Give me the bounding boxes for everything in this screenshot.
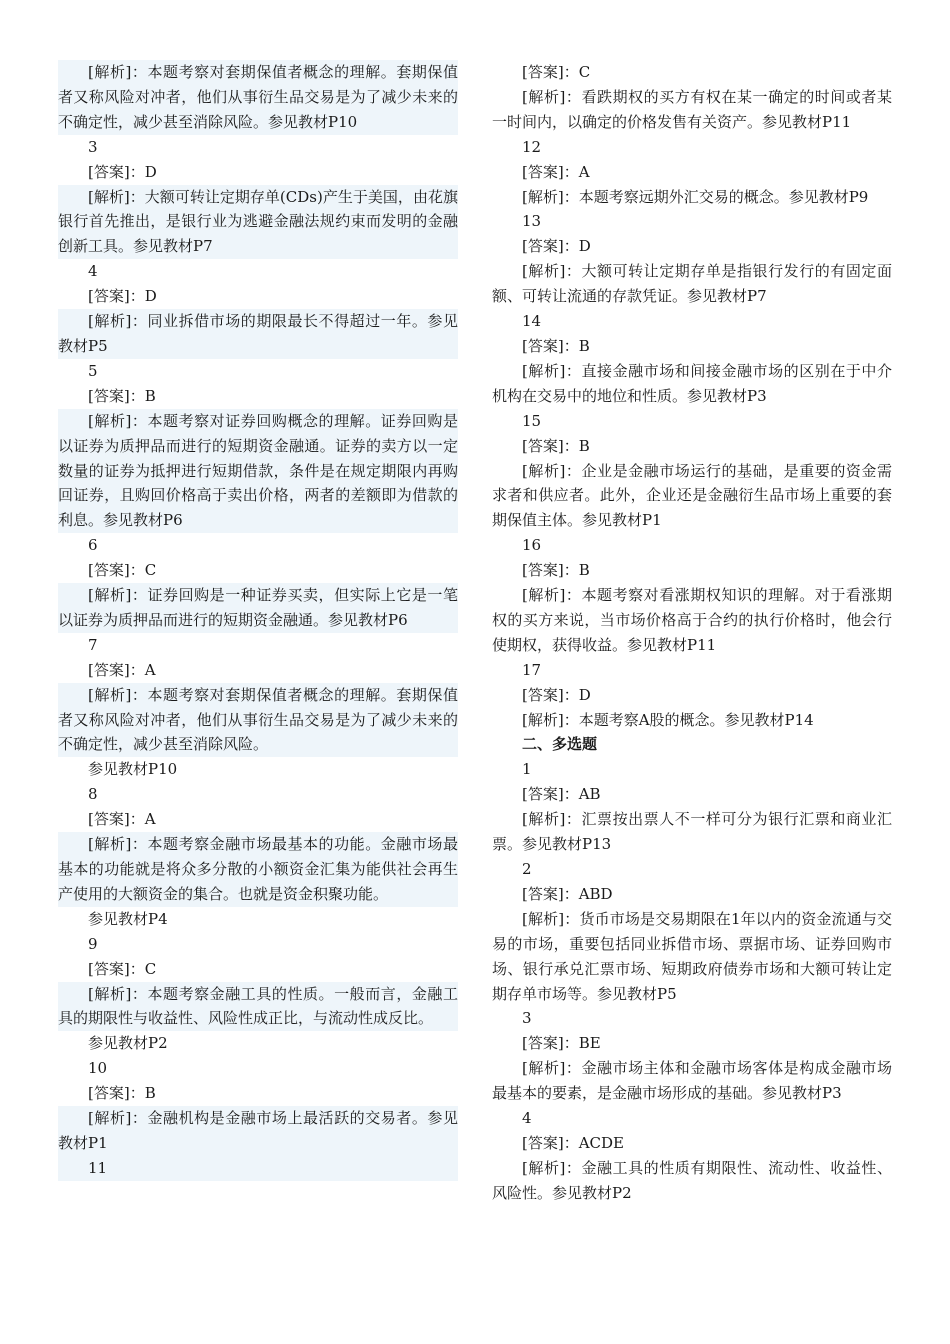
answer-line: [答案]：B (522, 336, 590, 355)
explanation-block: [解析]：证券回购是一种证券买卖，但实际上它是一笔以证券为质押品而进行的短期资金融通。参见教材P6 (58, 583, 458, 633)
question-number: 7 (88, 635, 98, 654)
answer-line: [答案]：C (88, 561, 157, 580)
answer-line: [答案]：D (88, 287, 157, 306)
answer-line: [答案]：D (522, 237, 591, 256)
explanation-block: [解析]：本题考察对套期保值者概念的理解。套期保值者又称风险对冲者，他们从事衍生品交易是为了减少未来的不确定性，减少甚至消除风险。 (58, 683, 458, 758)
answer-line: [答案]：C (88, 959, 157, 978)
question-number: 4 (88, 262, 98, 281)
answer-line: [答案]：A (88, 810, 156, 829)
text-block: [解析]：本题考察对套期保值者概念的理解。套期保值者又称风险对冲者，他们从事衍生品交易是为了减少未来的不确定性，减少甚至消除风险。参见教材P10 (58, 60, 458, 135)
answer-line: [答案]：B (522, 561, 590, 580)
explanation-block: [解析]：货币市场是交易期限在1年以内的资金流通与交易的市场，重要包括同业拆借市场、票据市场、证券回购市场、银行承兑汇票市场、短期政府债券市场和大额可转让定期存单市场等。参见教材P5 (492, 909, 892, 1003)
section-heading: 二、多选题 (522, 735, 598, 754)
answer-line: [答案]：A (88, 660, 156, 679)
reference-line: 参见教材P2 (88, 1034, 168, 1053)
question-number: 15 (522, 411, 542, 430)
explanation-block: [解析]：直接金融市场和间接金融市场的区别在于中介机构在交易中的地位和性质。参见教材P3 (492, 361, 892, 405)
explanation-block: [解析]：本题考察对看涨期权知识的理解。对于看涨期权的买方来说，当市场价格高于合约的执行价格时，他会行使期权，获得收益。参见教材P11 (492, 586, 892, 654)
answer-line: [答案]：D (522, 685, 591, 704)
answer-line: [答案]：ACDE (522, 1133, 624, 1152)
question-number: 3 (522, 1009, 532, 1028)
answer-line: [答案]：BE (522, 1034, 601, 1053)
question-number: 3 (88, 137, 98, 156)
explanation-block: [解析]：金融工具的性质有期限性、流动性、收益性、风险性。参见教材P2 (492, 1158, 892, 1202)
answer-line: [答案]：A (522, 162, 590, 181)
question-number: 10 (88, 1059, 108, 1078)
question-number: 5 (88, 361, 98, 380)
answer-line: [答案]：C (522, 63, 591, 81)
question-number: 11 (58, 1156, 458, 1181)
explanation-block: [解析]：大额可转让定期存单(CDs)产生于美国，由花旗银行首先推出，是银行业为逃避金融法规约束而发明的金融创新工具。参见教材P7 (58, 185, 458, 260)
explanation-block: [解析]：企业是金融市场运行的基础，是重要的资金需求者和供应者。此外，企业还是金融衍生品市场上重要的套期保值主体。参见教材P1 (492, 461, 892, 530)
question-number: 13 (522, 212, 542, 231)
question-number: 9 (88, 934, 98, 953)
question-number: 14 (522, 312, 542, 331)
explanation-block: [解析]：看跌期权的买方有权在某一确定的时间或者某一时间内，以确定的价格发售有关资产。参见教材P11 (492, 87, 892, 131)
question-number: 16 (522, 536, 542, 555)
question-number: 8 (88, 785, 98, 804)
answer-line: [答案]：B (88, 1084, 156, 1103)
answer-line: [答案]：D (88, 162, 157, 181)
explanation-block: [解析]：本题考察金融市场最基本的功能。金融市场最基本的功能就是将众多分散的小额资金汇集为能供社会再生产使用的大额资金的集合。也就是资金积聚功能。 (58, 832, 458, 907)
explanation-block: [解析]：金融市场主体和金融市场客体是构成金融市场最基本的要素，是金融市场形成的基础。参见教材P3 (492, 1059, 892, 1103)
explanation-block: [解析]：金融机构是金融市场上最活跃的交易者。参见教材P1 (58, 1106, 458, 1156)
answer-line: [答案]：AB (522, 785, 601, 804)
explanation-block: [解析]：汇票按出票人不一样可分为银行汇票和商业汇票。参见教材P13 (492, 810, 892, 854)
question-number: 6 (88, 536, 98, 555)
explanation-block: [解析]：本题考察A股的概念。参见教材P14 (522, 710, 814, 729)
explanation-block: [解析]：同业拆借市场的期限最长不得超过一年。参见教材P5 (58, 309, 458, 359)
reference-line: 参见教材P10 (88, 760, 178, 779)
explanation-block: [解析]：本题考察远期外汇交易的概念。参见教材P9 (522, 187, 869, 206)
left-column (58, 60, 458, 1181)
question-number: 17 (522, 660, 542, 679)
answer-line: [答案]：B (88, 386, 156, 405)
answer-line: [答案]：ABD (522, 884, 613, 903)
question-number: 1 (522, 760, 532, 779)
explanation-block: [解析]：大额可转让定期存单是指银行发行的有固定面额、可转让流通的存款凭证。参见教材P7 (492, 262, 892, 306)
question-number: 4 (522, 1109, 532, 1128)
question-number: 12 (522, 137, 542, 156)
explanation-block: [解析]：本题考察金融工具的性质。一般而言，金融工具的期限性与收益性、风险性成正比，与流动性成反比。 (58, 982, 458, 1032)
right-column (492, 60, 892, 1206)
reference-line: 参见教材P4 (88, 909, 168, 928)
answer-line: [答案]：B (522, 436, 590, 455)
explanation-block: [解析]：本题考察对证券回购概念的理解。证券回购是以证券为质押品而进行的短期资金融通。证券的卖方以一定数量的证券为抵押进行短期借款，条件是在规定期限内再购回证券，且购回价格高于卖出价格，两者的差额即为借款的利息。参见教材P6 (58, 409, 458, 534)
question-number: 2 (522, 860, 532, 878)
